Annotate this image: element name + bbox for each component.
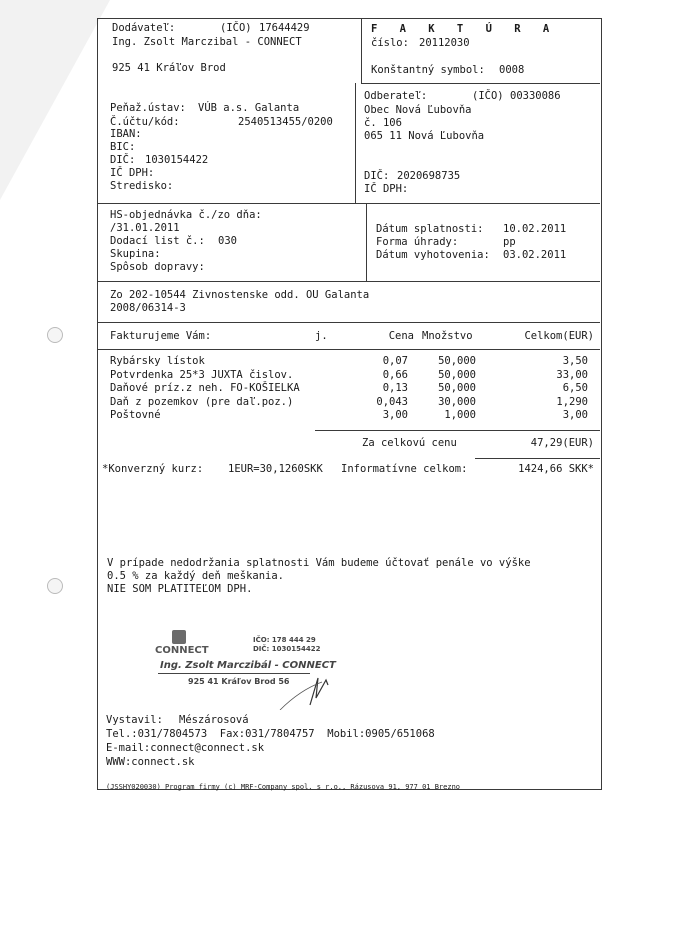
customer-city: 065 11 Nová Ľubovňa bbox=[364, 130, 485, 142]
issuer-email: E-mail:connect@connect.sk bbox=[106, 742, 265, 754]
sum-value: 47,29(EUR) bbox=[530, 437, 594, 449]
divider bbox=[366, 203, 367, 281]
stamp-address: 925 41 Kráľov Brod 56 bbox=[188, 677, 290, 686]
customer-dic-label: DIČ: bbox=[364, 170, 390, 182]
row-qty: 30,000 bbox=[438, 396, 476, 408]
issuer-label: Vystavil: bbox=[106, 714, 163, 726]
supplier-ic-dph-label: IČ DPH: bbox=[110, 167, 155, 179]
customer-ico-label: (IČO) bbox=[472, 90, 504, 102]
divider bbox=[315, 430, 600, 431]
table-header-desc: Fakturujeme Vám: bbox=[110, 330, 212, 342]
const-symbol: 0008 bbox=[499, 64, 525, 76]
payment-method: pp bbox=[503, 236, 516, 248]
conversion-rate: 1EUR=30,1260SKK bbox=[228, 463, 323, 475]
divider bbox=[475, 458, 600, 459]
row-price: 0,043 bbox=[376, 396, 408, 408]
reference-line-1: Zo 202-10544 Zivnostenske odd. OU Galanta bbox=[110, 289, 370, 301]
bic-label: BIC: bbox=[110, 141, 136, 153]
divider bbox=[97, 203, 600, 204]
issue-date-label: Dátum vyhotovenia: bbox=[376, 249, 490, 261]
penalty-note: V prípade nedodržania splatnosti Vám budeme účtovať penále vo výške bbox=[107, 557, 531, 569]
stamp-ico: IČO: 178 444 29 bbox=[253, 636, 316, 644]
supplier-ico: 17644429 bbox=[259, 22, 310, 34]
bank-name: VÚB a.s. Galanta bbox=[198, 102, 300, 114]
punch-hole-icon bbox=[47, 578, 63, 594]
row-total: 3,00 bbox=[562, 409, 588, 421]
info-total-label: Informatívne celkom: bbox=[341, 463, 468, 475]
transport-label: Spôsob dopravy: bbox=[110, 261, 205, 273]
stamp-name: Ing. Zsolt Marczibál - CONNECT bbox=[160, 660, 336, 671]
page-fold-shadow bbox=[0, 0, 110, 200]
customer-dic: 2020698735 bbox=[397, 170, 461, 182]
divider bbox=[97, 349, 600, 350]
reference-line-2: 2008/06314-3 bbox=[110, 302, 186, 314]
divider bbox=[361, 18, 362, 83]
group-label: Skupina: bbox=[110, 248, 161, 260]
issuer-name: Mészárosová bbox=[179, 714, 249, 726]
account-number: 2540513455/0200 bbox=[238, 116, 333, 128]
row-total: 1,290 bbox=[556, 396, 588, 408]
due-date: 10.02.2011 bbox=[503, 223, 567, 235]
supplier-dic: 1030154422 bbox=[145, 154, 209, 166]
connect-logo-icon bbox=[172, 630, 186, 644]
issuer-web: WWW:connect.sk bbox=[106, 756, 195, 768]
stamp-logo-text: CONNECT bbox=[155, 645, 209, 656]
row-desc: Potvrdenka 25*3 JUXTA čislov. bbox=[110, 369, 294, 381]
program-footer: (JSSHY020030) Program firmy (c) MRF-Company spol. s r.o., Rázusova 91, 977 01 Brezno bbox=[106, 783, 461, 791]
penalty-note-2: 0.5 % za každý deň meškania. bbox=[107, 570, 285, 582]
row-qty: 50,000 bbox=[438, 382, 476, 394]
due-date-label: Dátum splatnosti: bbox=[376, 223, 484, 235]
signature-icon bbox=[270, 660, 350, 710]
punch-hole-icon bbox=[47, 327, 63, 343]
row-desc: Daň z pozemkov (pre daľ.poz.) bbox=[110, 396, 294, 408]
divider bbox=[355, 83, 356, 203]
supplier-label: Dodávateľ: bbox=[112, 22, 176, 34]
row-desc: Rybársky lístok bbox=[110, 355, 205, 367]
issuer-phone: Tel.:031/7804573 Fax:031/7804757 Mobil:0905/651068 bbox=[106, 728, 435, 740]
account-label: Č.účtu/kód: bbox=[110, 116, 180, 128]
row-desc: Poštovné bbox=[110, 409, 161, 421]
invoice-title: F A K T Ú R A bbox=[371, 23, 558, 35]
row-desc: Daňové príz.z neh. FO-KOŠIELKA bbox=[110, 382, 300, 394]
divider bbox=[97, 322, 600, 323]
supplier-address: 925 41 Kráľov Brod bbox=[112, 62, 226, 74]
conversion-label: *Konverzný kurz: bbox=[102, 463, 204, 475]
divider bbox=[361, 83, 600, 84]
customer-label: Odberateľ: bbox=[364, 90, 428, 102]
row-qty: 50,000 bbox=[438, 369, 476, 381]
row-price: 3,00 bbox=[382, 409, 408, 421]
delivery-label: Dodací list č.: bbox=[110, 235, 205, 247]
customer-name: Obec Nová Ľubovňa bbox=[364, 104, 472, 116]
delivery-number: 030 bbox=[218, 235, 237, 247]
supplier-name: Ing. Zsolt Marczibal - CONNECT bbox=[112, 36, 302, 48]
row-total: 6,50 bbox=[562, 382, 588, 394]
info-total-value: 1424,66 SKK* bbox=[518, 463, 594, 475]
row-total: 3,50 bbox=[562, 355, 588, 367]
stamp-dic: DIČ: 1030154422 bbox=[253, 645, 321, 653]
sum-label: Za celkovú cenu bbox=[362, 437, 457, 449]
iban-label: IBAN: bbox=[110, 128, 142, 140]
payment-label: Forma úhrady: bbox=[376, 236, 459, 248]
vat-note: NIE SOM PLATITEĽOM DPH. bbox=[107, 583, 253, 595]
bank-label: Peňaž.ústav: bbox=[110, 102, 186, 114]
const-symbol-label: Konštantný symbol: bbox=[371, 64, 485, 76]
issue-date: 03.02.2011 bbox=[503, 249, 567, 261]
customer-ic-dph-label: IČ DPH: bbox=[364, 183, 409, 195]
supplier-ico-label: (IČO) bbox=[220, 22, 252, 34]
row-qty: 50,000 bbox=[438, 355, 476, 367]
table-header-unit: j. bbox=[315, 330, 328, 342]
row-price: 0,66 bbox=[382, 369, 408, 381]
row-total: 33,00 bbox=[556, 369, 588, 381]
row-price: 0,07 bbox=[382, 355, 408, 367]
order-label: HS-objednávka č./zo dňa: bbox=[110, 209, 262, 221]
order-date: /31.01.2011 bbox=[110, 222, 180, 234]
row-price: 0,13 bbox=[382, 382, 408, 394]
invoice-number: 20112030 bbox=[419, 37, 470, 49]
supplier-dic-label: DIČ: bbox=[110, 154, 136, 166]
stredisko-label: Stredisko: bbox=[110, 180, 174, 192]
customer-ico: 00330086 bbox=[510, 90, 561, 102]
divider bbox=[97, 281, 600, 282]
customer-street: č. 106 bbox=[364, 117, 402, 129]
table-header-total: Celkom(EUR) bbox=[524, 330, 594, 342]
table-header-qty: Množstvo bbox=[422, 330, 473, 342]
table-header-price: Cena bbox=[388, 330, 414, 342]
row-qty: 1,000 bbox=[444, 409, 476, 421]
invoice-number-label: číslo: bbox=[371, 37, 409, 49]
